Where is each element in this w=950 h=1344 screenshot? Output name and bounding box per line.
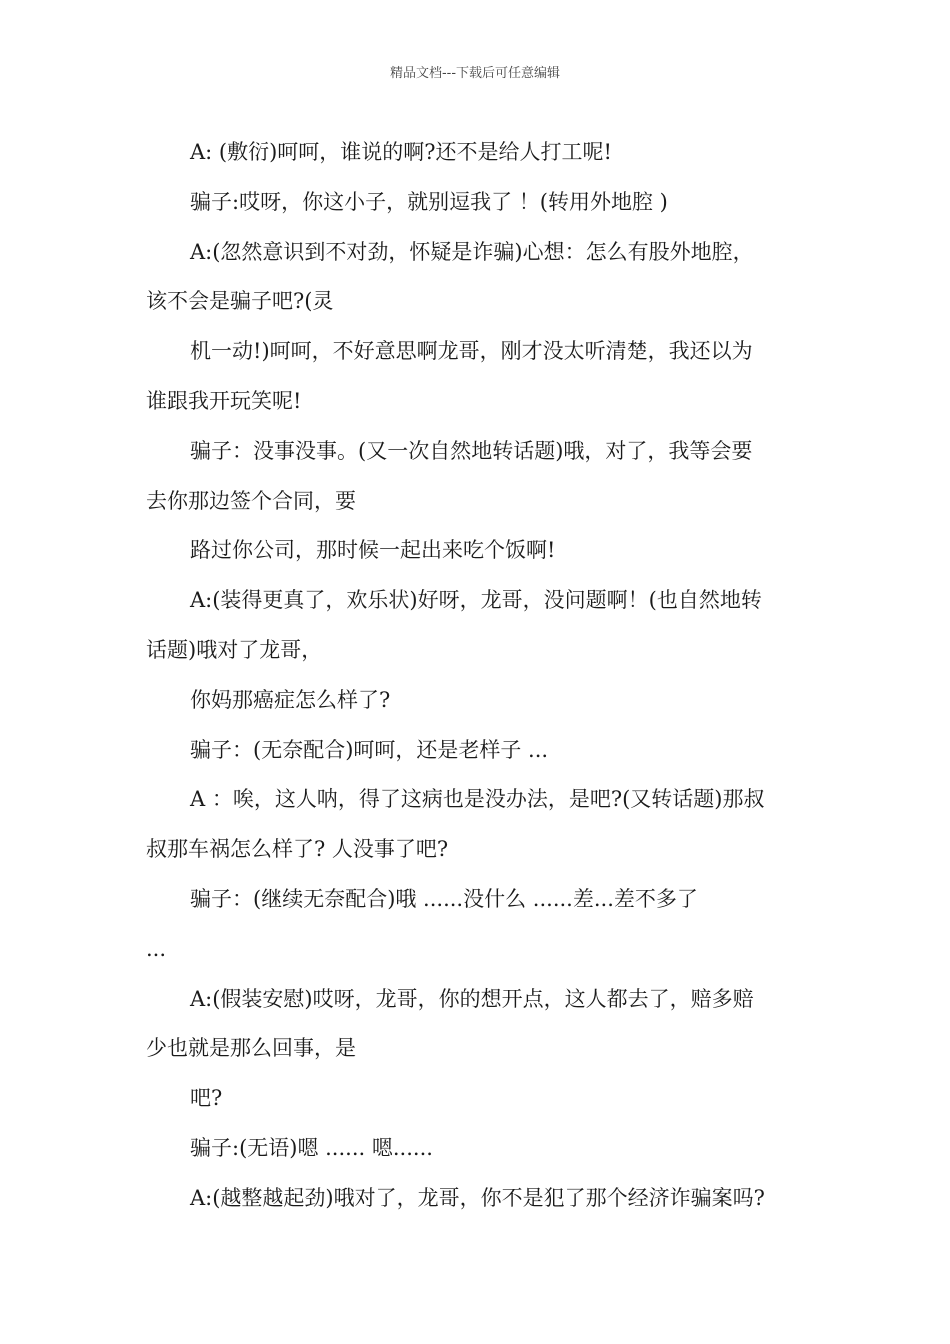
text-line: A:(忽然意识到不对劲，怀疑是诈骗)心想：怎么有股外地腔，: [190, 239, 754, 264]
text-line: 骗子：没事没事。(又一次自然地转话题)哦，对了，我等会要: [190, 438, 753, 463]
text-line: 你妈那癌症怎么样了?: [190, 687, 391, 712]
text-line: 谁跟我开玩笑呢!: [146, 388, 302, 413]
text-line: A:(越整越起劲)哦对了，龙哥，你不是犯了那个经济诈骗案吗?: [190, 1185, 765, 1210]
text-line: A: (敷衍)呵呵，谁说的啊?还不是给人打工呢!: [190, 140, 612, 164]
text-line: 骗子:(无语)嗯 ...... 嗯......: [190, 1135, 433, 1160]
text-line: A:(装得更真了，欢乐状)好呀，龙哥，没问题啊！(也自然地转: [190, 588, 762, 613]
text-line: 话题)哦对了龙哥，: [146, 637, 323, 662]
page-header: 精品文档---下载后可任意编辑: [389, 66, 561, 81]
text-line: 去你那边签个合同，要: [146, 488, 356, 513]
text-line: 骗子：(无奈配合)呵呵，还是老样子 ...: [190, 737, 549, 762]
text-line: ...: [146, 936, 167, 961]
text-line: 机一动!)呵呵，不好意思啊龙哥，刚才没太听清楚，我还以为: [190, 339, 753, 364]
document-body: [146, 128, 816, 1224]
text-line: 该不会是骗子吧?(灵: [146, 289, 334, 314]
text-line: 路过你公司，那时候一起出来吃个饭啊!: [190, 538, 556, 563]
text-line: 骗子:哎呀，你这小子，就别逗我了 ！(转用外地腔 ): [190, 189, 668, 214]
text-line: 吧?: [190, 1086, 223, 1111]
text-line: 少也就是那么回事，是: [146, 1036, 356, 1061]
text-line: A:(假装安慰)哎呀，龙哥，你的想开点，这人都去了，赔多赔: [190, 986, 754, 1011]
text-line: A ：唉，这人呐，得了这病也是没办法，是吧?(又转话题)那叔: [190, 787, 765, 812]
text-line: 骗子：(继续无奈配合)哦 ......没什么 ......差...差不多了: [190, 886, 698, 911]
text-line: 叔那车祸怎么样了? 人没事了吧?: [146, 837, 449, 862]
